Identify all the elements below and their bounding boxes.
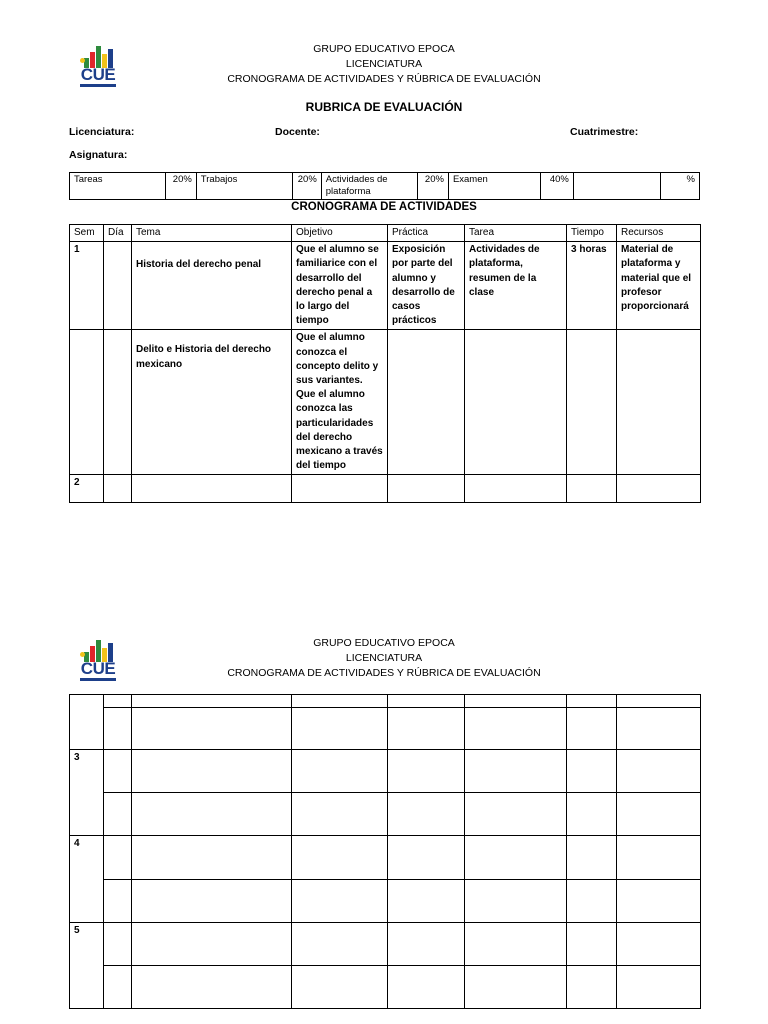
sem-cell	[70, 695, 104, 750]
header-line-1: GRUPO EDUCATIVO EPOCA	[313, 43, 455, 55]
column-header: Sem	[70, 225, 104, 242]
tema-cell: Historia del derecho penal	[132, 242, 292, 330]
column-header: Recursos	[617, 225, 701, 242]
table-row	[70, 695, 701, 708]
criterion-label	[573, 173, 660, 200]
cuatrimestre-label: Cuatrimestre:	[570, 126, 639, 138]
practica-cell: Exposición por parte del alumno y desarrollo de casos prácticos	[388, 242, 465, 330]
criterion-label: Examen	[448, 173, 540, 200]
sem-cell: 1	[70, 242, 104, 330]
objetivo-cell: Que el alumno se familiarice con el desarrollo del derecho penal a lo largo del tiempo	[292, 242, 388, 330]
table-row	[70, 242, 701, 330]
cue-logo: CUE	[78, 634, 118, 682]
criterion-label: Actividades de plataforma	[321, 173, 417, 200]
dia-cell	[104, 330, 132, 475]
cronograma-table	[69, 224, 701, 503]
criteria-table	[69, 172, 700, 200]
table-row	[70, 475, 701, 503]
criterion-pct: 20%	[418, 173, 449, 200]
cronograma-title: CRONOGRAMA DE ACTIVIDADES	[291, 201, 477, 213]
tiempo-cell	[567, 475, 617, 503]
column-header: Tarea	[465, 225, 567, 242]
sem-cell: 5	[70, 923, 104, 1009]
table-row	[70, 923, 701, 966]
sem-cell: 4	[70, 836, 104, 923]
licenciatura-label: Licenciatura:	[69, 126, 135, 138]
cue-logo: CUE	[78, 40, 118, 88]
sem-cell: 2	[70, 475, 104, 503]
criterion-pct: 40%	[540, 173, 573, 200]
table-row	[70, 880, 701, 923]
recursos-cell	[617, 330, 701, 475]
table-row	[70, 836, 701, 880]
table-header-row	[70, 225, 701, 242]
tarea-cell	[465, 475, 567, 503]
table-row	[70, 330, 701, 475]
sem-cell: 3	[70, 750, 104, 836]
column-header: Objetivo	[292, 225, 388, 242]
column-header: Tiempo	[567, 225, 617, 242]
column-header: Tema	[132, 225, 292, 242]
objetivo-cell	[292, 475, 388, 503]
cronograma-table-continued	[69, 694, 701, 1009]
criterion-pct: 20%	[165, 173, 196, 200]
table-row	[70, 793, 701, 836]
header-line-2: LICENCIATURA	[345, 652, 423, 664]
tiempo-cell: 3 horas	[567, 242, 617, 330]
practica-cell	[388, 475, 465, 503]
dia-cell	[104, 242, 132, 330]
tarea-cell: Actividades de plataforma, resumen de la clase	[465, 242, 567, 330]
header-line-2: LICENCIATURA	[345, 58, 423, 70]
dia-cell	[104, 475, 132, 503]
table-row	[70, 966, 701, 1009]
tema-cell	[132, 475, 292, 503]
criterion-pct: %	[661, 173, 700, 200]
criterion-label: Tareas	[70, 173, 166, 200]
criterion-label: Trabajos	[196, 173, 292, 200]
column-header: Práctica	[388, 225, 465, 242]
tema-cell: Delito e Historia del derecho mexicano	[132, 330, 292, 475]
practica-cell	[388, 330, 465, 475]
table-row	[70, 750, 701, 793]
criterion-pct: 20%	[292, 173, 321, 200]
asignatura-label: Asignatura:	[69, 149, 128, 161]
header-line-3: CRONOGRAMA DE ACTIVIDADES Y RÚBRICA DE EVALUACIÓN	[227, 73, 541, 85]
docente-label: Docente:	[275, 126, 320, 138]
recursos-cell	[617, 475, 701, 503]
column-header: Día	[104, 225, 132, 242]
header-line-1: GRUPO EDUCATIVO EPOCA	[313, 637, 455, 649]
table-row	[70, 708, 701, 750]
tarea-cell	[465, 330, 567, 475]
tiempo-cell	[567, 330, 617, 475]
header-line-3: CRONOGRAMA DE ACTIVIDADES Y RÚBRICA DE EVALUACIÓN	[227, 667, 541, 679]
sem-cell	[70, 330, 104, 475]
recursos-cell: Material de plataforma y material que el profesor proporcionará	[617, 242, 701, 330]
objetivo-cell: Que el alumno conozca el concepto delito y sus variantes. Que el alumno conozca las particularidades del derecho mexicano a través del tiempo	[292, 330, 388, 475]
rubrica-title: RUBRICA DE EVALUACIÓN	[305, 100, 463, 114]
